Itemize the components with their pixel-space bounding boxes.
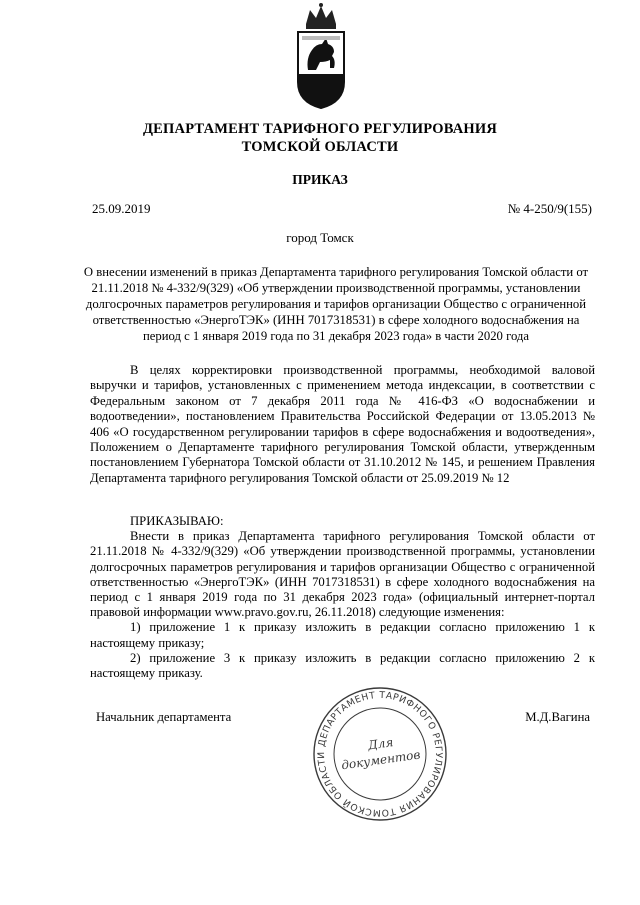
document-city: город Томск	[286, 230, 354, 245]
document-date: 25.09.2019	[92, 201, 151, 216]
department-name-line1: ДЕПАРТАМЕНТ ТАРИФНОГО РЕГУЛИРОВАНИЯ	[143, 121, 497, 137]
document-subject: О внесении изменений в приказ Департамента тарифного регулирования Томской области от 21.11.2018 № 4-332/9(329) «Об утверждении производственной программы, установлении долгосрочных параметров регулирования и тарифов организации Общество с ограниченной ответственностью «ЭнергоТЭК» (ИНН 7017318531) в сфере холодного водоснабжения на период с 1 января 2019 года по 31 декабря 2023 года» в части 2020 года	[83, 265, 589, 343]
document-number: № 4-250/9(155)	[507, 201, 592, 216]
stamp-center-line2: документов	[340, 747, 422, 773]
order-item-1: 1) приложение 1 к приказу изложить в редакции согласно приложению 1 к настоящему приказу;	[90, 620, 595, 650]
order-word: ПРИКАЗЫВАЮ:	[130, 514, 224, 528]
order-text: Внести в приказ Департамента тарифного регулирования Томской области от 21.11.2018 № 4-332/9(329) «Об утверждении производственной программы, установлении долгосрочных параметров регулирования и тарифов организации Общество с ограниченной ответственностью «ЭнергоТЭК» (ИНН 7017318531) в сфере холодного водоснабжения на период с 1 января 2019 года по 31 декабря 2023 года» (официальный интернет-портал правовой информации www.pravo.gov.ru, 26.11.2018) следующие изменения:	[90, 529, 595, 620]
order-section	[90, 514, 595, 681]
document-type-title: ПРИКАЗ	[292, 172, 348, 187]
official-stamp	[310, 684, 450, 824]
department-name-line2: ТОМСКОЙ ОБЛАСТИ	[241, 139, 399, 155]
signature-position: Начальник департамента	[96, 710, 232, 724]
order-item-2: 2) приложение 3 к приказу изложить в редакции согласно приложению 2 к настоящему приказу.	[90, 650, 595, 681]
stamp-ring-text: ДЕПАРТАМЕНТ ТАРИФНОГО РЕГУЛИРОВАНИЯ ТОМСКОЙ ОБЛАСТИ	[315, 689, 445, 819]
signature-name: М.Д.Вагина	[525, 710, 590, 724]
preamble-paragraph: В целях корректировки производственной программы, необходимой валовой выручки и тарифов, установленных с применением метода индексации, в соответствии с Федеральным законом от 7 декабря 2011 года № 416-ФЗ «О водоснабжении и водоотведении», постановлением Правительства Российской Федерации от 13.05.2013 № 406 «О государственном регулировании тарифов в сфере водоснабжения и водоотведения», Положением о Департаменте тарифного регулирования Томской области, утвержденным постановлением Губернатора Томской области от 31.10.2012 № 145, и решением Правления Департамента тарифного регулирования Томской области от 25.09.2019 № 12	[90, 363, 595, 485]
stamp-center-line1: Для	[367, 735, 395, 753]
coat-of-arms-emblem	[292, 2, 350, 110]
